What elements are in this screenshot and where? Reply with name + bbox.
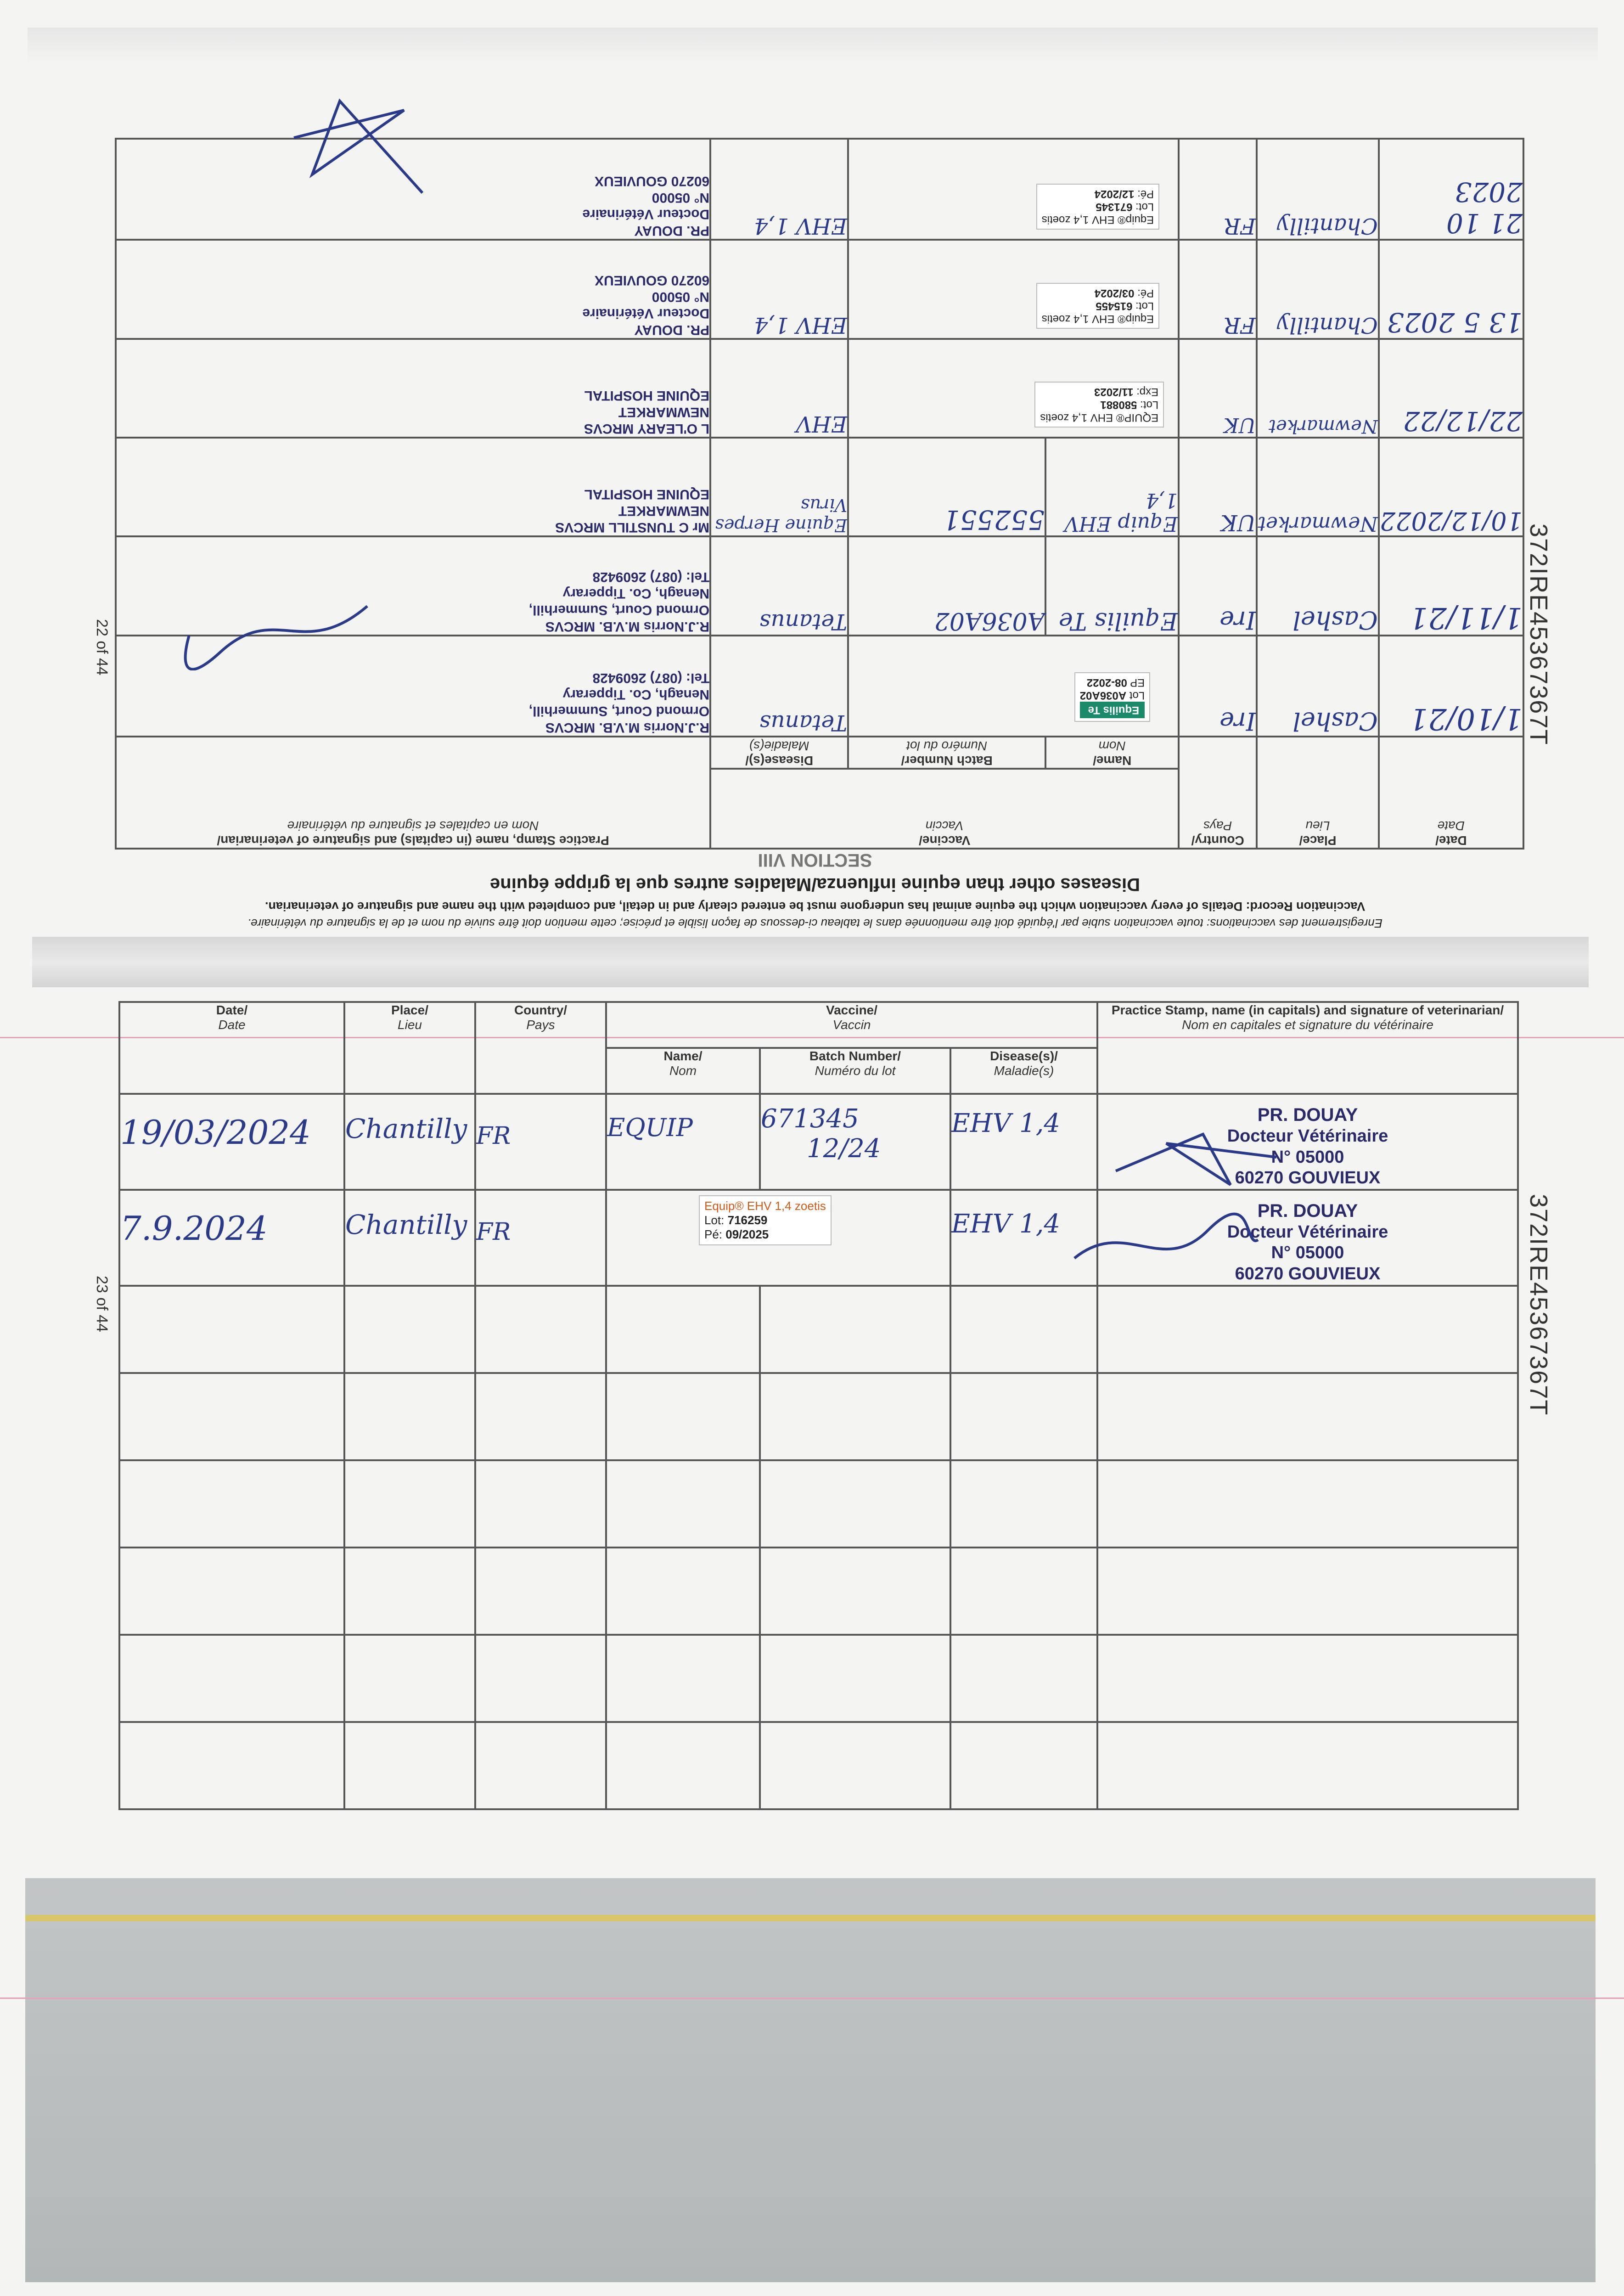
cell-country: UK [1179, 438, 1257, 536]
cell-country: FR [1179, 240, 1257, 338]
stamp-line: Docteur Vétérinaire [1227, 1222, 1388, 1242]
sticker-exp: 03/2024 [1094, 287, 1135, 299]
vaccine-sticker [1034, 382, 1164, 428]
stamp-line: Docteur Vétérinaire [582, 305, 710, 321]
header-place: Place/ Lieu [1257, 737, 1379, 849]
header-date: Date/ Date [1379, 737, 1523, 849]
vaccine-sticker [1074, 672, 1150, 722]
vet-signature-1 [1111, 1116, 1286, 1199]
empty-row [119, 1722, 1518, 1809]
stamp-line: PR. DOUAY [1257, 1200, 1358, 1221]
cell-batch [760, 1094, 950, 1190]
header-batch: Batch Number/ Numéro du lot [848, 737, 1045, 769]
table-row [116, 339, 1523, 438]
vet-stamp [116, 438, 710, 536]
sticker-lot-label: Lot: [1140, 399, 1159, 411]
header-country: Country/ Pays [1179, 737, 1257, 849]
instruction-en: Vaccination Record: Details of every vaccination which the equine animal has undergone must be entered clearly and in detail, and completed with the name and signature of veterinarian. [264, 900, 1366, 913]
stamp-line: NEWMARKET [618, 503, 710, 519]
sticker-brand: Equilis Te [1080, 702, 1145, 718]
scan-top-shadow [28, 28, 1598, 64]
instruction-fr: Enregistrement des vaccinations: toute vaccination subie par l'équidé doit être mentionnée dans le tableau ci-dessous de façon lisible et précise; cette mention doit être suivie du nom et de la signature du vétérinaire. [247, 917, 1383, 930]
cell-vaccine [848, 636, 1179, 737]
sticker-lot: 671345 [1096, 201, 1133, 214]
sticker-exp: 09/2025 [725, 1227, 769, 1241]
cell-place: Chantilly [344, 1094, 475, 1190]
sticker-exp-label: Pé: [704, 1227, 723, 1241]
sticker-exp-label: EP [1130, 676, 1145, 689]
cell-place: Chantilly [344, 1190, 475, 1286]
stamp-line: N° 05000 [652, 190, 710, 206]
table-row [119, 1190, 1518, 1286]
cell-country: FR [475, 1094, 606, 1190]
scanner-edge-line [25, 1915, 1596, 1921]
stamp-line: PR. DOUAY [634, 322, 710, 338]
passport-id-lower: 372IRE45367367T [1525, 1194, 1552, 1416]
stamp-line: 60270 GOUVIEUX [595, 272, 710, 288]
stamp-line: 60270 GOUVIEUX [1235, 1264, 1381, 1283]
cell-batch: 552551 [848, 438, 1045, 536]
cell-disease: EHV 1,4 [710, 139, 848, 240]
cell-date: 10/12/2022 [1379, 438, 1523, 536]
vet-stamp [116, 240, 710, 338]
cell-vaccine [848, 240, 1179, 338]
sticker-exp: 12/2024 [1094, 188, 1135, 201]
cell-country: FR [475, 1190, 606, 1286]
stamp-line: R.J.Norris M.V.B. MRCVS [545, 619, 710, 634]
sticker-lot: 615455 [1096, 299, 1133, 312]
stamp-line: NEWMARKET [618, 405, 710, 420]
stamp-line: R.J.Norris M.V.B. MRCVS [545, 720, 710, 736]
header-country: Country/ Pays [475, 1002, 606, 1094]
stamp-line: EQUINE HOSPITAL [584, 487, 710, 502]
vaccine-sticker [1036, 283, 1159, 329]
stamp-line: N° 05000 [1271, 1147, 1344, 1167]
cell-name: Equip EHV 1,4 [1045, 438, 1179, 536]
cell-place: Newmarket [1257, 339, 1379, 438]
cell-date: 1/11/21 [1379, 536, 1523, 635]
cell-place: Cashel [1257, 636, 1379, 737]
batch-number: 671345 [761, 1104, 859, 1134]
header-disease: Disease(s)/ Maladie(s) [950, 1048, 1097, 1094]
cell-vaccine [848, 339, 1179, 438]
sticker-exp-label: Pé: [1137, 287, 1154, 299]
sticker-brand: Equip® EHV 1,4 zoetis [1041, 214, 1154, 226]
cell-disease: Tetanus [710, 636, 848, 737]
stamp-line: PR. DOUAY [634, 223, 710, 239]
batch-expiry: 12/24 [807, 1134, 881, 1164]
stamp-line: PR. DOUAY [1257, 1105, 1358, 1125]
lower-header-row [119, 1002, 1518, 1048]
vet-signature-2 [1070, 1212, 1263, 1277]
upper-vaccination-table [115, 138, 1524, 850]
stamp-line: Tel: (087) 2609428 [592, 670, 710, 686]
cell-disease: EHV 1,4 [710, 240, 848, 338]
upper-page-heading [119, 850, 1511, 930]
header-name: Name/ Nom [1045, 737, 1179, 769]
cell-country: Ire [1179, 636, 1257, 737]
sticker-exp-label: Pé: [1137, 188, 1154, 201]
header-name: Name/ Nom [606, 1048, 760, 1094]
cell-date: 13 5 2023 [1379, 240, 1523, 338]
cell-disease: EHV 1,4 [950, 1190, 1097, 1286]
empty-row [119, 1635, 1518, 1722]
cell-disease: Tetanus [710, 536, 848, 635]
page-number-upper: 22 of 44 [93, 619, 111, 675]
cell-country: Ire [1179, 536, 1257, 635]
sticker-exp-label: Exp: [1136, 386, 1159, 399]
stamp-line: 60270 GOUVIEUX [595, 174, 710, 189]
vaccine-sticker [1036, 184, 1159, 230]
sticker-lot-label: Lot: [704, 1213, 725, 1227]
section-heading: Diseases other than equine influenza/Maladies autres que la grippe équine [490, 874, 1140, 895]
cell-place: Cashel [1257, 536, 1379, 635]
stamp-line: Ormond Court, Summerhill, [528, 703, 710, 719]
vet-signature-3 [285, 83, 432, 202]
header-batch: Batch Number/ Numéro du lot [760, 1048, 950, 1094]
cell-disease: Equine Herpes Virus [710, 438, 848, 536]
header-place: Place/ Lieu [344, 1002, 475, 1094]
sticker-lot-label: Lot: [1135, 201, 1154, 214]
cell-vaccine [606, 1190, 950, 1286]
sticker-brand: Equip® EHV 1,4 zoetis [704, 1199, 826, 1213]
section-label: SECTION VIII [758, 850, 872, 870]
vet-stamp [116, 339, 710, 438]
sticker-exp: 08-2022 [1086, 676, 1127, 689]
sticker-exp: 11/2023 [1094, 386, 1134, 399]
cell-disease: EHV 1,4 [950, 1094, 1097, 1190]
header-stamp: Practice Stamp, name (in capitals) and signature of veterinarian/ Nom en capitales et signature du vétérinaire [1097, 1002, 1518, 1094]
sticker-lot-label: Lot [1129, 689, 1145, 702]
vaccine-sticker [699, 1195, 832, 1245]
empty-row [119, 1286, 1518, 1373]
page-number-lower: 23 of 44 [93, 1276, 111, 1332]
stamp-line: L O'LEARY MRCVS [584, 421, 710, 437]
header-stamp: Practice Stamp, name (in capitals) and signature of veterinarian/ Nom en capitales et signature du vétérinaire [116, 737, 710, 849]
cell-place: Chantilly [1257, 139, 1379, 240]
header-vaccine: Vaccine/ Vaccin [710, 769, 1179, 849]
table-row [119, 1094, 1518, 1190]
stamp-line: Nenagh, Co. Tipperary [562, 585, 710, 601]
header-date: Date/ Date [119, 1002, 344, 1094]
cell-country: UK [1179, 339, 1257, 438]
cell-date: 19/03/2024 [119, 1094, 344, 1190]
book-gutter [32, 937, 1589, 987]
table-row [116, 240, 1523, 338]
table-row [116, 438, 1523, 536]
stamp-line: Mr C TUNSTILL MRCVS [555, 520, 710, 535]
empty-row [119, 1373, 1518, 1460]
stamp-line: EQUINE HOSPITAL [584, 388, 710, 404]
scanner-lid-shadow [25, 1878, 1596, 2282]
empty-row [119, 1460, 1518, 1548]
cell-date: 7.9.2024 [119, 1190, 344, 1286]
sticker-lot-label: Lot: [1135, 299, 1154, 312]
sticker-brand: EQUIP® EHV 1,4 zoetis [1040, 411, 1159, 424]
stamp-line: Ormond Court, Summerhill, [528, 602, 710, 618]
sticker-brand: Equip® EHV 1,4 zoetis [1041, 312, 1154, 325]
cell-place: Newmarket [1257, 438, 1379, 536]
cell-date: 21 10 2023 [1379, 139, 1523, 240]
cell-date: 1/10/21 [1379, 636, 1523, 737]
empty-row [119, 1548, 1518, 1635]
stamp-line: Docteur Vétérinaire [1227, 1126, 1388, 1146]
cell-name: Equilis Te [1045, 536, 1179, 635]
header-vaccine: Vaccine/ Vaccin [606, 1002, 1097, 1048]
passport-id-upper: 372IRE45367367T [1525, 523, 1552, 746]
cell-vaccine [848, 139, 1179, 240]
cell-date: 22/12/22 [1379, 339, 1523, 438]
stamp-line: Tel: (087) 2609428 [592, 569, 710, 585]
stamp-line: N° 05000 [1271, 1243, 1344, 1263]
stamp-line: N° 05000 [652, 289, 710, 304]
stamp-line: 60270 GOUVIEUX [1235, 1168, 1381, 1188]
stamp-line: Nenagh, Co. Tipperary [562, 687, 710, 703]
vet-signature-4 [184, 597, 376, 670]
sticker-lot: A036A02 [1079, 689, 1127, 702]
cell-country: FR [1179, 139, 1257, 240]
cell-batch: A036A02 [848, 536, 1045, 635]
sticker-lot: 716259 [727, 1213, 768, 1227]
pink-rule-bottom [0, 1998, 1624, 1999]
header-disease: Disease(s)/ Maladie(s) [710, 737, 848, 769]
lower-vaccination-table [118, 1001, 1519, 1809]
sticker-lot: 580881 [1100, 399, 1137, 411]
cell-disease: EHV [710, 339, 848, 438]
cell-place: Chantilly [1257, 240, 1379, 338]
cell-name: EQUIP [606, 1094, 760, 1190]
upper-header-row [116, 769, 1523, 849]
stamp-line: Docteur Vétérinaire [582, 207, 710, 222]
